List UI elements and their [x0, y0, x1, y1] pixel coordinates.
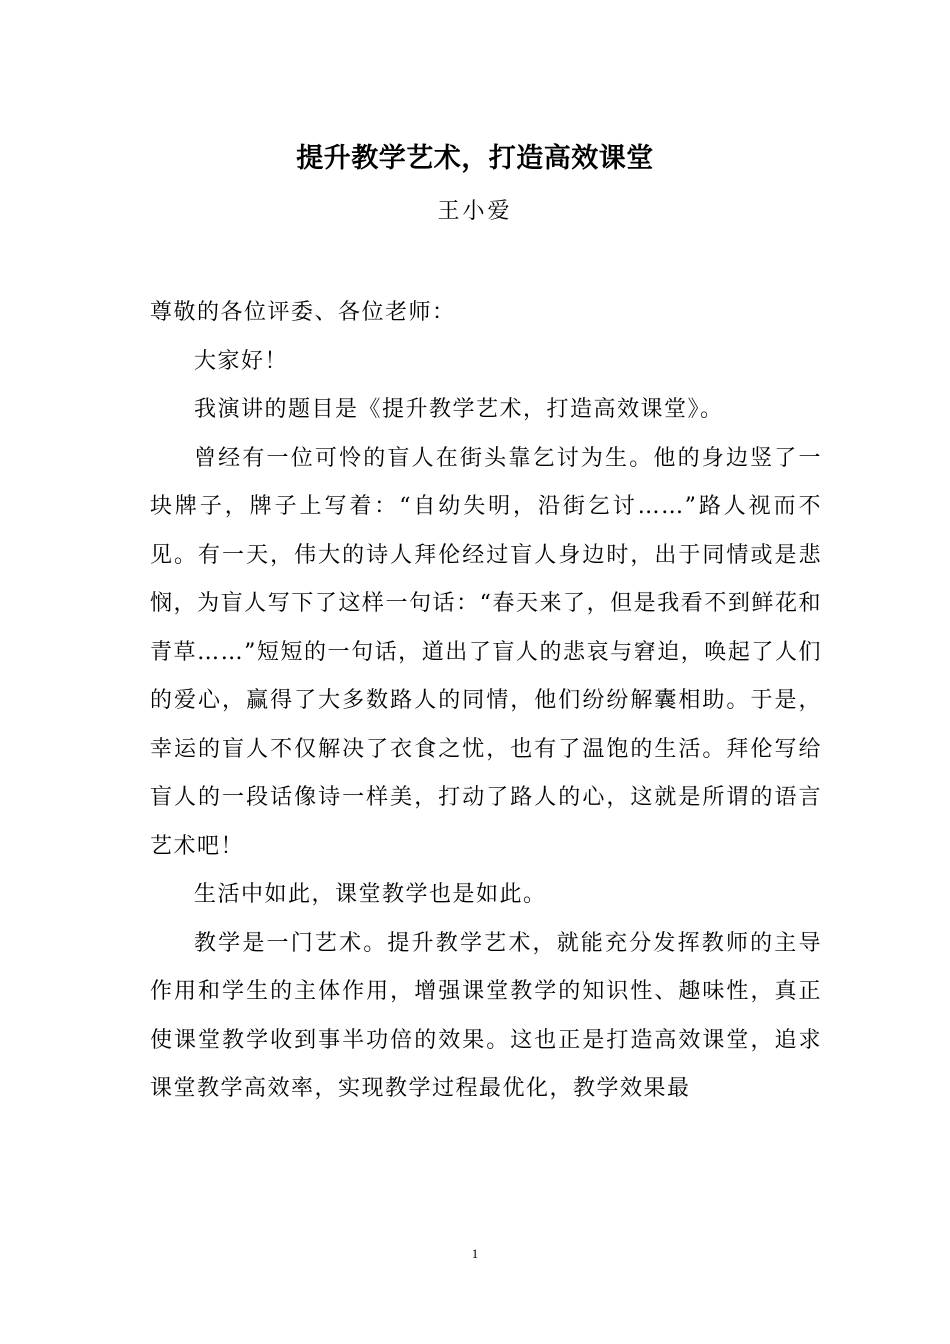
paragraph-greeting: 大家好！	[194, 348, 289, 374]
document-title: 提升教学艺术，打造高效课堂	[296, 143, 654, 174]
paragraph-transition: 生活中如此，课堂教学也是如此。	[194, 882, 547, 907]
salutation: 尊敬的各位评委、各位老师：	[150, 300, 456, 325]
paragraph-topic: 我演讲的题目是《提升教学艺术，打造高效课堂》。	[194, 397, 724, 422]
page-number: 1	[471, 1246, 479, 1261]
document-body	[150, 289, 822, 1114]
author-name: 王小爱	[437, 199, 513, 224]
paragraph-story: 曾经有一位可怜的盲人在街头靠乞讨为生。他的身边竖了一块牌子，牌子上写着：“自幼失明，沿街乞讨……”路人视而不见。有一天，伟大的诗人拜伦经过盲人身边时，出于同情或是悲悯，为盲人写下了这样一句话：“春天来了，但是我看不到鲜花和青草……”短短的一句话，道出了盲人的悲哀与窘迫，唤起了人们的爱心，赢得了大多数路人的同情，他们纷纷解囊相助。于是，幸运的盲人不仅解决了衣食之忧，也有了温饱的生活。拜伦写给盲人的一段话像诗一样美，打动了路人的心，这就是所谓的语言艺术吧！	[150, 445, 822, 859]
paragraph-teaching-art: 教学是一门艺术。提升教学艺术，就能充分发挥教师的主导作用和学生的主体作用，增强课堂教学的知识性、趣味性，真正使课堂教学收到事半功倍的效果。这也正是打造高效课堂，追求课堂教学高效率，实现教学过程最优化，教学效果最	[150, 930, 822, 1101]
